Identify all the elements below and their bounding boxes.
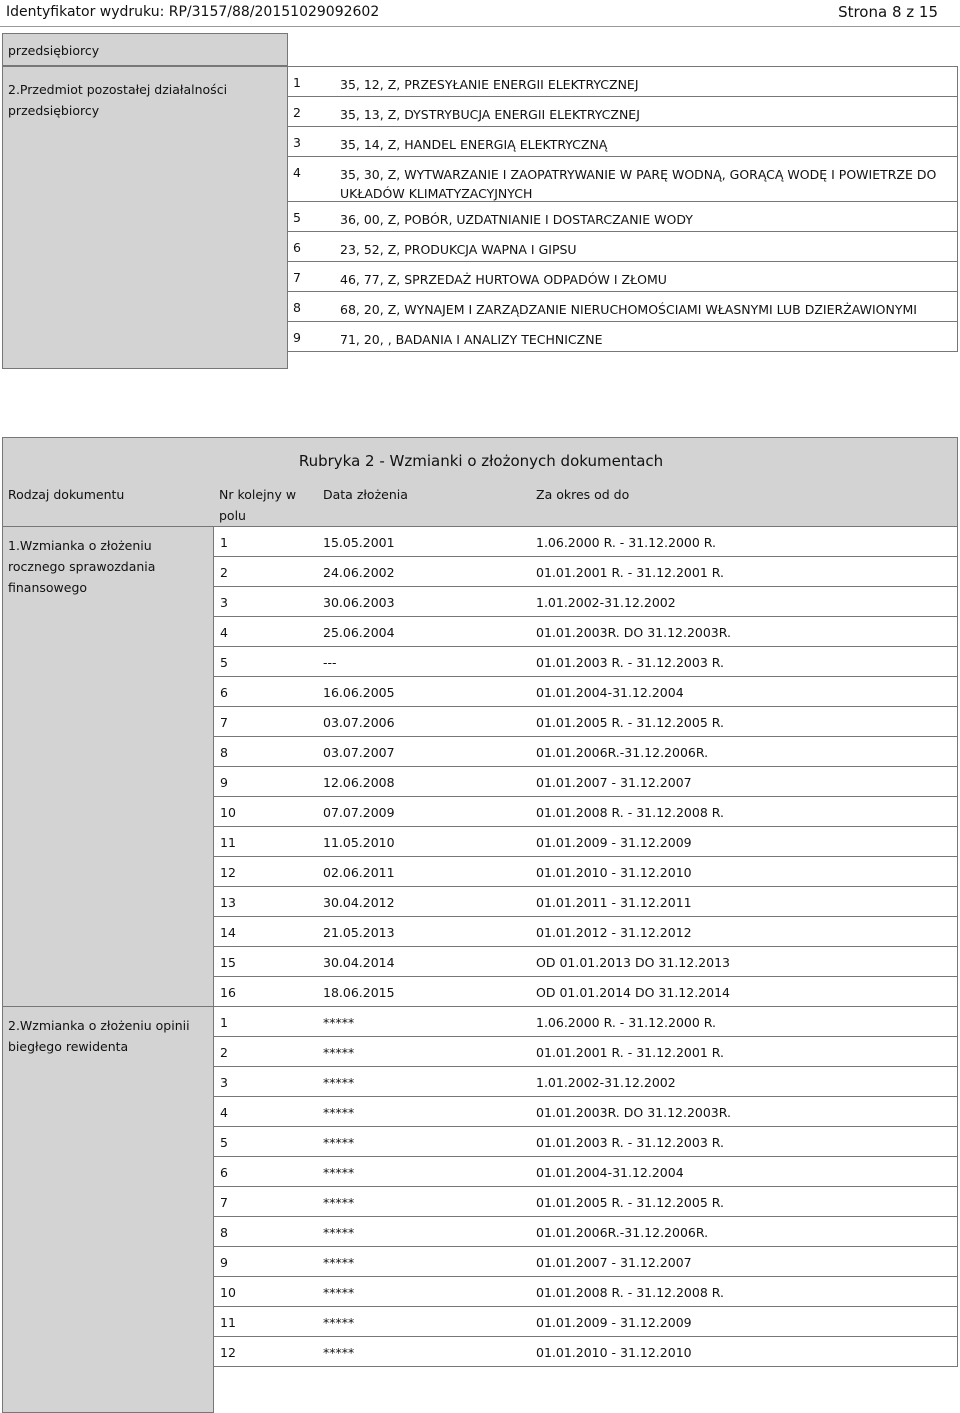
activity-text: 71, 20, , BADANIA I ANALIZY TECHNICZNE	[340, 332, 603, 347]
reporting-period: 01.01.2001 R. - 31.12.2001 R.	[536, 565, 724, 580]
document-row	[213, 616, 958, 647]
filing-date: 30.04.2012	[323, 895, 395, 910]
activity-number: 6	[293, 240, 301, 255]
print-identifier: Identyfikator wydruku: RP/3157/88/20151029092602	[6, 4, 380, 20]
activity-text: 35, 30, Z, WYTWARZANIE I ZAOPATRYWANIE W PARĘ WODNĄ, GORĄCĄ WODĘ I POWIETRZE DO UKŁADÓW KLIMATYZACYJNYCH	[340, 167, 937, 201]
document-type-cell	[2, 1006, 214, 1413]
reporting-period: 1.06.2000 R. - 31.12.2000 R.	[536, 1015, 717, 1030]
filing-date: *****	[323, 1285, 355, 1300]
activity-text: 35, 14, Z, HANDEL ENERGIĄ ELEKTRYCZNĄ	[340, 137, 608, 152]
documents-section-header	[2, 437, 958, 527]
filing-date: 16.06.2005	[323, 685, 395, 700]
reporting-period: 01.01.2004-31.12.2004	[536, 685, 684, 700]
document-row	[213, 646, 958, 677]
activity-text: 35, 12, Z, PRZESYŁANIE ENERGII ELEKTRYCZNEJ	[340, 77, 639, 92]
print-header	[0, 0, 960, 27]
activity-number: 1	[293, 75, 301, 90]
activity-row	[287, 261, 958, 292]
filing-date: 15.05.2001	[323, 535, 395, 550]
document-number: 8	[220, 745, 228, 760]
document-number: 11	[220, 1315, 236, 1330]
document-number: 7	[220, 1195, 228, 1210]
reporting-period: 01.01.2010 - 31.12.2010	[536, 1345, 692, 1360]
document-number: 2	[220, 565, 228, 580]
filing-date: *****	[323, 1075, 355, 1090]
column-header-date: Data złożenia	[323, 487, 408, 502]
document-number: 1	[220, 1015, 228, 1030]
filing-date: *****	[323, 1045, 355, 1060]
filing-date: *****	[323, 1165, 355, 1180]
document-row	[213, 706, 958, 737]
activity-row	[287, 66, 958, 97]
activity-text: 35, 13, Z, DYSTRYBUCJA ENERGII ELEKTRYCZNEJ	[340, 107, 640, 122]
reporting-period: 01.01.2001 R. - 31.12.2001 R.	[536, 1045, 724, 1060]
document-number: 12	[220, 865, 236, 880]
document-row	[213, 1186, 958, 1217]
document-row	[213, 586, 958, 617]
document-number: 7	[220, 715, 228, 730]
column-header-period: Za okres od do	[536, 487, 630, 502]
document-row	[213, 916, 958, 947]
filing-date: 12.06.2008	[323, 775, 395, 790]
previous-entry-label-cell	[2, 33, 288, 66]
reporting-period: 01.01.2009 - 31.12.2009	[536, 1315, 692, 1330]
document-row	[213, 1066, 958, 1097]
document-row	[213, 1036, 958, 1067]
reporting-period: 01.01.2003R. DO 31.12.2003R.	[536, 1105, 731, 1120]
reporting-period: 01.01.2008 R. - 31.12.2008 R.	[536, 1285, 724, 1300]
reporting-period: 01.01.2005 R. - 31.12.2005 R.	[536, 715, 724, 730]
activity-number: 9	[293, 330, 301, 345]
document-number: 11	[220, 835, 236, 850]
document-number: 15	[220, 955, 236, 970]
reporting-period: 01.01.2006R.-31.12.2006R.	[536, 1225, 709, 1240]
filing-date: *****	[323, 1015, 355, 1030]
activity-row	[287, 231, 958, 262]
activity-number: 8	[293, 300, 301, 315]
filing-date: 18.06.2015	[323, 985, 395, 1000]
reporting-period: OD 01.01.2013 DO 31.12.2013	[536, 955, 730, 970]
filing-date: 02.06.2011	[323, 865, 395, 880]
activity-number: 7	[293, 270, 301, 285]
document-row	[213, 1006, 958, 1037]
activity-text: 36, 00, Z, POBÓR, UZDATNIANIE I DOSTARCZANIE WODY	[340, 212, 693, 227]
filing-date: *****	[323, 1195, 355, 1210]
activity-number: 4	[293, 165, 301, 180]
document-row	[213, 1336, 958, 1367]
filing-date: 25.06.2004	[323, 625, 395, 640]
filing-date: 21.05.2013	[323, 925, 395, 940]
document-row	[213, 736, 958, 767]
filing-date: ---	[323, 655, 337, 670]
reporting-period: 01.01.2003 R. - 31.12.2003 R.	[536, 655, 724, 670]
document-row	[213, 766, 958, 797]
reporting-period: 01.01.2012 - 31.12.2012	[536, 925, 692, 940]
document-number: 5	[220, 1135, 228, 1150]
activity-number: 3	[293, 135, 301, 150]
activity-row	[287, 156, 958, 202]
document-row	[213, 826, 958, 857]
document-row	[213, 1096, 958, 1127]
document-number: 6	[220, 685, 228, 700]
reporting-period: 1.06.2000 R. - 31.12.2000 R.	[536, 535, 717, 550]
filing-date: 03.07.2006	[323, 715, 395, 730]
document-type-label: 1.Wzmianka o złożeniu rocznego sprawozdania finansowego	[8, 538, 156, 595]
previous-entry-label: przedsiębiorcy	[8, 43, 100, 58]
document-number: 4	[220, 1105, 228, 1120]
activity-row	[287, 126, 958, 157]
document-row	[213, 796, 958, 827]
reporting-period: 01.01.2010 - 31.12.2010	[536, 865, 692, 880]
document-number: 4	[220, 625, 228, 640]
page-number: Strona 8 z 15	[838, 3, 938, 21]
document-row	[213, 676, 958, 707]
section-title: Rubryka 2 - Wzmianki o złożonych dokumentach	[298, 452, 664, 470]
document-number: 3	[220, 595, 228, 610]
reporting-period: 01.01.2011 - 31.12.2011	[536, 895, 692, 910]
document-number: 9	[220, 775, 228, 790]
document-number: 9	[220, 1255, 228, 1270]
reporting-period: 01.01.2007 - 31.12.2007	[536, 775, 692, 790]
filing-date: *****	[323, 1315, 355, 1330]
filing-date: *****	[323, 1345, 355, 1360]
reporting-period: 01.01.2005 R. - 31.12.2005 R.	[536, 1195, 724, 1210]
reporting-period: 01.01.2006R.-31.12.2006R.	[536, 745, 709, 760]
activity-text: 23, 52, Z, PRODUKCJA WAPNA I GIPSU	[340, 242, 577, 257]
document-type-cell	[2, 526, 214, 1007]
document-row	[213, 1156, 958, 1187]
document-type-label: 2.Wzmianka o złożeniu opinii biegłego rewidenta	[8, 1018, 190, 1054]
activity-number: 5	[293, 210, 301, 225]
document-number: 13	[220, 895, 236, 910]
reporting-period: 01.01.2003 R. - 31.12.2003 R.	[536, 1135, 724, 1150]
reporting-period: 1.01.2002-31.12.2002	[536, 1075, 676, 1090]
activity-row	[287, 201, 958, 232]
reporting-period: 01.01.2004-31.12.2004	[536, 1165, 684, 1180]
document-number: 8	[220, 1225, 228, 1240]
document-number: 14	[220, 925, 236, 940]
document-number: 10	[220, 805, 236, 820]
filing-date: 30.04.2014	[323, 955, 395, 970]
filing-date: 07.07.2009	[323, 805, 395, 820]
column-header-doc-type: Rodzaj dokumentu	[8, 487, 125, 502]
filing-date: 03.07.2007	[323, 745, 395, 760]
document-number: 5	[220, 655, 228, 670]
activity-text: 46, 77, Z, SPRZEDAŻ HURTOWA ODPADÓW I ZŁOMU	[340, 272, 667, 287]
filing-date: *****	[323, 1255, 355, 1270]
document-row	[213, 556, 958, 587]
filing-date: *****	[323, 1135, 355, 1150]
reporting-period: OD 01.01.2014 DO 31.12.2014	[536, 985, 730, 1000]
document-row	[213, 946, 958, 977]
reporting-period: 01.01.2003R. DO 31.12.2003R.	[536, 625, 731, 640]
document-row	[213, 526, 958, 557]
document-number: 10	[220, 1285, 236, 1300]
document-row	[213, 1246, 958, 1277]
document-row	[213, 1126, 958, 1157]
document-row	[213, 1306, 958, 1337]
document-row	[213, 886, 958, 917]
activity-number: 2	[293, 105, 301, 120]
activity-text: 68, 20, Z, WYNAJEM I ZARZĄDZANIE NIERUCHOMOŚCIAMI WŁASNYMI LUB DZIERŻAWIONYMI	[340, 302, 917, 317]
reporting-period: 01.01.2007 - 31.12.2007	[536, 1255, 692, 1270]
filing-date: 24.06.2002	[323, 565, 395, 580]
document-row	[213, 856, 958, 887]
filing-date: *****	[323, 1105, 355, 1120]
activity-row	[287, 321, 958, 352]
column-header-nr: Nr kolejny w polu	[219, 487, 297, 523]
document-number: 12	[220, 1345, 236, 1360]
document-number: 2	[220, 1045, 228, 1060]
document-row	[213, 1216, 958, 1247]
activity-row	[287, 96, 958, 127]
filing-date: *****	[323, 1225, 355, 1240]
activity-section-label: 2.Przedmiot pozostałej działalności przedsiębiorcy	[8, 82, 228, 118]
document-number: 3	[220, 1075, 228, 1090]
document-number: 6	[220, 1165, 228, 1180]
activity-section-label-cell	[2, 66, 288, 369]
reporting-period: 01.01.2008 R. - 31.12.2008 R.	[536, 805, 724, 820]
document-row	[213, 976, 958, 1007]
documents-section	[2, 437, 958, 1413]
document-row	[213, 1276, 958, 1307]
activity-row	[287, 291, 958, 322]
reporting-period: 01.01.2009 - 31.12.2009	[536, 835, 692, 850]
filing-date: 30.06.2003	[323, 595, 395, 610]
document-number: 16	[220, 985, 236, 1000]
document-number: 1	[220, 535, 228, 550]
filing-date: 11.05.2010	[323, 835, 395, 850]
reporting-period: 1.01.2002-31.12.2002	[536, 595, 676, 610]
